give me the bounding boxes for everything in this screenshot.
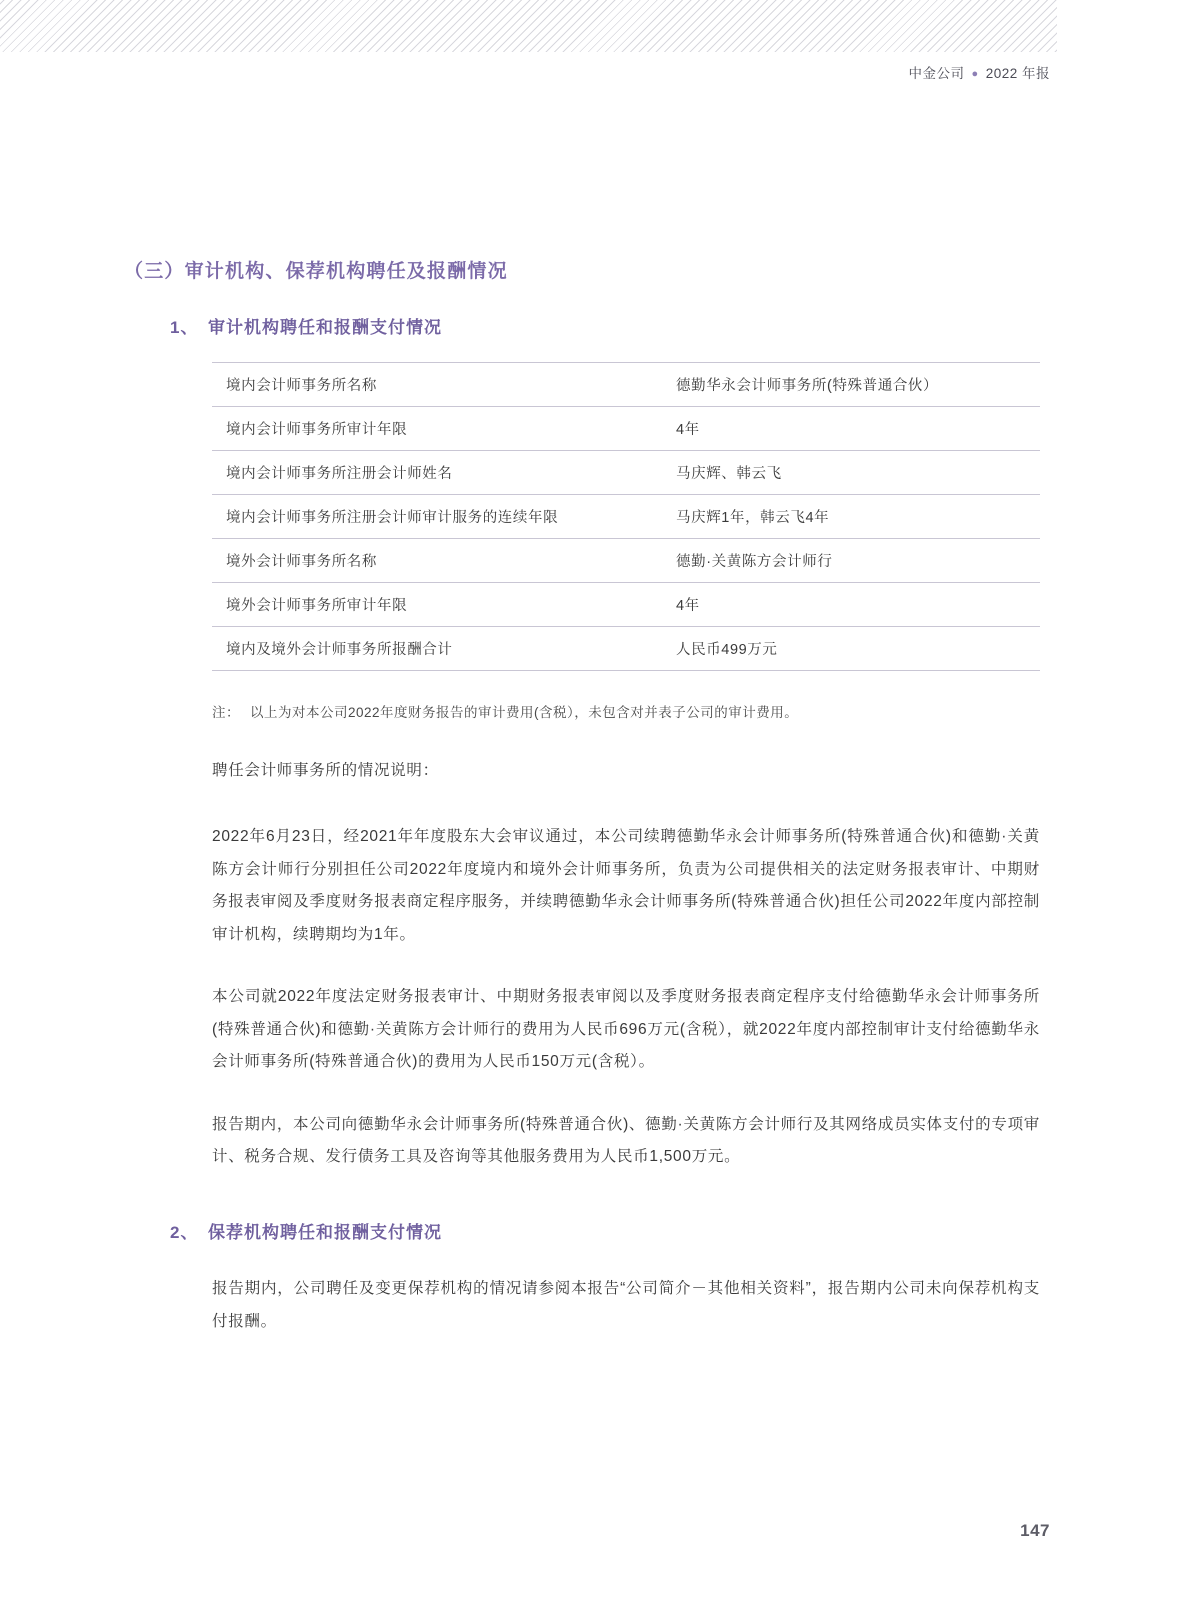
paragraph-sponsor: 报告期内，公司聘任及变更保荐机构的情况请参阅本报告“公司简介－其他相关资料”，报告期内公司未向保荐机构支付报酬。 [212, 1279, 1040, 1330]
paragraph-other-services: 报告期内，本公司向德勤华永会计师事务所(特殊普通合伙)、德勤·关黄陈方会计师行及其网络成员实体支付的专项审计、税务合规、发行债务工具及咨询等其他服务费用为人民币1,500万元。 [212, 1115, 1040, 1166]
audit-table-wrapper [212, 362, 1040, 671]
paragraph-engagement: 2022年6月23日，经2021年年度股东大会审议通过，本公司续聘德勤华永会计师事务所(特殊普通合伙)和德勤·关黄陈方会计师行分别担任公司2022年度境内和境外会计师事务所，负责为公司提供相关的法定财务报表审计、中期财务报表审阅及季度财务报表商定程序服务，并续聘德勤华永会计师事务所(特殊普通合伙)担任公司2022年度内部控制审计机构，续聘期均为1年。 [212, 828, 1040, 943]
table-cell-value: 德勤·关黄陈方会计师行 [654, 538, 1040, 582]
header-company: 中金公司 [908, 66, 965, 81]
audit-firm-table [212, 362, 1040, 671]
table-cell-value: 马庆辉1年，韩云飞4年 [654, 494, 1040, 538]
table-footnote [212, 701, 1190, 721]
subsection-2-title: 保荐机构聘任和报酬支付情况 [208, 1222, 442, 1242]
table-cell-key: 境内会计师事务所注册会计师审计服务的连续年限 [212, 494, 654, 538]
table-row [212, 494, 1040, 538]
table-cell-value: 4年 [654, 582, 1040, 626]
footnote-text: 以上为对本公司2022年度财务报告的审计费用(含税），未包含对并表子公司的审计费用。 [250, 704, 799, 720]
header-report-title: 2022 年报 [985, 66, 1050, 81]
subsection-1-number: 1、 [170, 317, 199, 337]
table-row [212, 406, 1040, 450]
footnote-label: 注： [212, 704, 240, 720]
table-row [212, 362, 1040, 406]
subsection-heading-1 [170, 313, 1190, 338]
table-cell-value: 德勤华永会计师事务所(特殊普通合伙） [654, 362, 1040, 406]
paragraph-intro: 聘任会计师事务所的情况说明： [212, 761, 439, 779]
table-cell-key: 境内会计师事务所注册会计师姓名 [212, 450, 654, 494]
table-cell-key: 境内会计师事务所审计年限 [212, 406, 654, 450]
table-row [212, 582, 1040, 626]
subsection-2-number: 2、 [170, 1222, 199, 1242]
subsection-1-title: 审计机构聘任和报酬支付情况 [208, 317, 442, 337]
running-header [909, 62, 1050, 82]
table-cell-key: 境外会计师事务所审计年限 [212, 582, 654, 626]
paragraph-fees: 本公司就2022年度法定财务报表审计、中期财务报表审阅以及季度财务报表商定程序支付给德勤华永会计师事务所(特殊普通合伙)和德勤·关黄陈方会计师行的费用为人民币696万元(含税），就2022年度内部控制审计支付给德勤华永会计师事务所(特殊普通合伙)的费用为人民币150万元(含税）。 [212, 988, 1040, 1071]
table-row [212, 450, 1040, 494]
table-cell-value: 马庆辉、韩云飞 [654, 450, 1040, 494]
header-separator-dot: ● [971, 68, 979, 80]
table-cell-key: 境外会计师事务所名称 [212, 538, 654, 582]
table-row [212, 626, 1040, 670]
decorative-hatch-band [0, 0, 1190, 52]
table-row [212, 538, 1040, 582]
page-number: 147 [1020, 1521, 1050, 1540]
table-cell-key: 境内及境外会计师事务所报酬合计 [212, 626, 654, 670]
table-cell-value: 4年 [654, 406, 1040, 450]
decorative-band-gap [1057, 0, 1190, 52]
section-heading: （三）审计机构、保荐机构聘任及报酬情况 [124, 261, 508, 282]
table-cell-key: 境内会计师事务所名称 [212, 362, 654, 406]
table-cell-value: 人民币499万元 [654, 626, 1040, 670]
page-content [0, 258, 1190, 1338]
subsection-heading-2 [170, 1218, 1190, 1243]
